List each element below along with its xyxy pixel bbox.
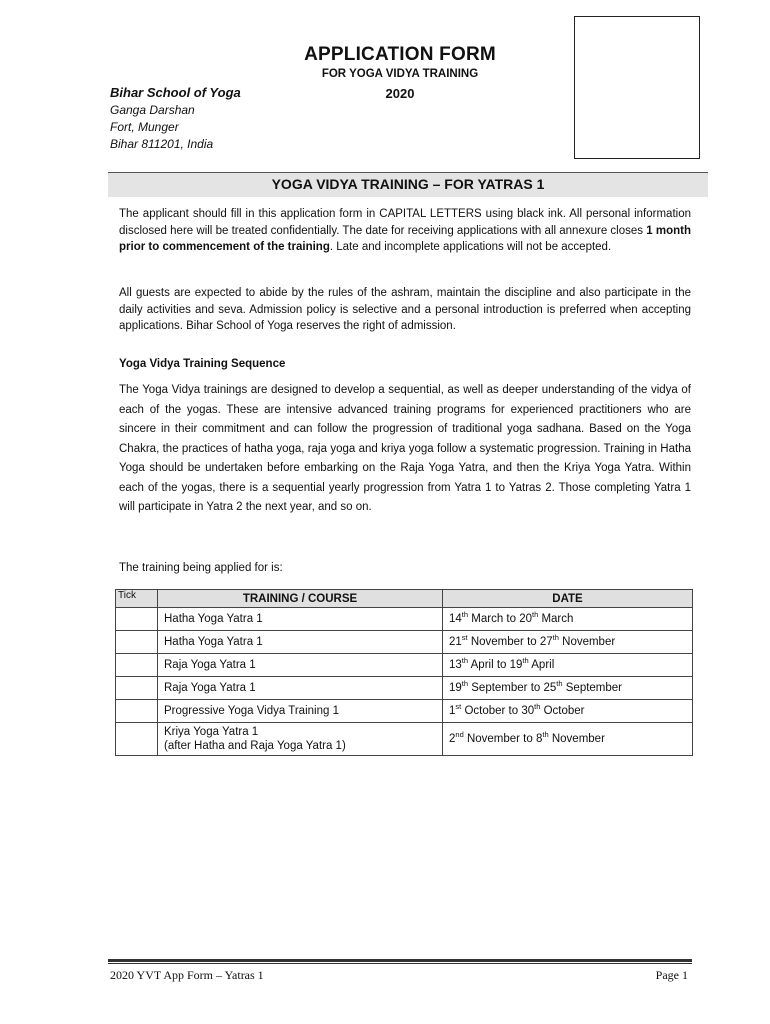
start-suffix: th bbox=[461, 656, 469, 666]
date-cell bbox=[443, 723, 693, 756]
tick-cell[interactable] bbox=[116, 700, 158, 723]
course-cell bbox=[158, 723, 443, 756]
end-month: September bbox=[562, 682, 623, 694]
date-cell bbox=[443, 677, 693, 700]
date-cell bbox=[443, 631, 693, 654]
start-day: 1 bbox=[449, 705, 456, 717]
intro-paragraph-2: All guests are expected to abide by the rules of the ashram, maintain the discipline and also participate in the daily activities and seva. Admission policy is selective and a personal introduction is preferred when accepting applications. Bihar School of Yoga reserves the right of admission. bbox=[119, 287, 691, 332]
photo-box bbox=[574, 16, 700, 159]
course-cell: Progressive Yoga Vidya Training 1 bbox=[158, 700, 443, 723]
start-day: 14 bbox=[449, 613, 462, 625]
end-suffix: th bbox=[532, 610, 539, 620]
date-middle: November to bbox=[463, 733, 536, 745]
start-suffix: th bbox=[461, 610, 469, 620]
end-day: 20 bbox=[519, 613, 532, 625]
end-month: November bbox=[558, 636, 616, 648]
end-day: 19 bbox=[509, 659, 523, 671]
start-day: 19 bbox=[449, 682, 462, 694]
end-month: October bbox=[540, 705, 585, 717]
applied-label: The training being applied for is: bbox=[119, 562, 283, 574]
address-line-2: Fort, Munger bbox=[110, 120, 179, 134]
form-title: APPLICATION FORM bbox=[304, 44, 496, 65]
training-table bbox=[115, 589, 693, 756]
sequence-heading: Yoga Vidya Training Sequence bbox=[119, 358, 286, 370]
footer-rule-thin bbox=[108, 963, 692, 964]
end-suffix: th bbox=[542, 730, 549, 740]
course-cell: Raja Yoga Yatra 1 bbox=[158, 677, 443, 700]
footer-rule-thick bbox=[108, 959, 692, 962]
start-day: 21 bbox=[449, 636, 462, 648]
org-name: Bihar School of Yoga bbox=[110, 85, 241, 100]
date-header: DATE bbox=[443, 590, 693, 608]
end-day: 25 bbox=[543, 682, 557, 694]
course-header: TRAINING / COURSE bbox=[158, 590, 443, 608]
start-suffix: st bbox=[461, 633, 468, 643]
start-suffix: th bbox=[461, 679, 469, 689]
end-suffix: th bbox=[534, 702, 541, 712]
table-row bbox=[116, 677, 693, 700]
tick-cell[interactable] bbox=[116, 608, 158, 631]
date-middle: March to bbox=[468, 613, 520, 625]
start-suffix: st bbox=[455, 702, 462, 712]
course-cell: Hatha Yoga Yatra 1 bbox=[158, 608, 443, 631]
form-subtitle: FOR YOGA VIDYA TRAINING bbox=[321, 68, 479, 80]
end-suffix: th bbox=[556, 679, 563, 689]
address-line-3: Bihar 811201, India bbox=[110, 137, 214, 151]
table-header-row bbox=[116, 590, 693, 608]
course-name: Kriya Yoga Yatra 1 bbox=[164, 726, 259, 738]
table-row bbox=[116, 631, 693, 654]
end-month: April bbox=[528, 659, 555, 671]
end-day: 30 bbox=[521, 705, 535, 717]
end-day: 8 bbox=[535, 733, 543, 745]
address-line-1: Ganga Darshan bbox=[110, 103, 195, 117]
tick-cell[interactable] bbox=[116, 631, 158, 654]
date-middle: November to bbox=[467, 636, 540, 648]
date-cell bbox=[443, 608, 693, 631]
date-middle: October to bbox=[461, 705, 522, 717]
start-day: 2 bbox=[449, 733, 456, 745]
course-cell: Hatha Yoga Yatra 1 bbox=[158, 631, 443, 654]
tick-cell[interactable] bbox=[116, 677, 158, 700]
start-day: 13 bbox=[449, 659, 462, 671]
intro-p1-end: . Late and incomplete applications will not be accepted. bbox=[329, 241, 612, 253]
tick-cell[interactable] bbox=[116, 723, 158, 756]
date-cell bbox=[443, 700, 693, 723]
intro-paragraph-1 bbox=[119, 206, 691, 256]
table-row bbox=[116, 723, 693, 756]
tick-header: Tick bbox=[116, 590, 158, 608]
end-day: 27 bbox=[539, 636, 553, 648]
intro-p1-text: The applicant should fill in this application form in CAPITAL LETTERS using black ink. All personal information disclosed here will be treated confidentially. The date for receiving applications with all annexure closes bbox=[119, 208, 691, 237]
end-month: November bbox=[548, 733, 605, 745]
date-cell bbox=[443, 654, 693, 677]
sequence-paragraph: The Yoga Vidya trainings are designed to develop a sequential, as well as deeper understanding of the vidya of each of the yogas. These are intensive advanced training programs for experienced practitioners who are sincere in their commitment and can follow the progression of traditional yoga sadhana. Based on the Yoga Chakra, the practices of hatha yoga, raja yoga and kriya yoga follow a systematic progression. Training in Hatha Yoga should be undertaken before embarking on the Raja Yoga Yatra, and then the Kriya Yoga Yatra. Within each of the yogas, there is a sequential yearly progression from Yatra 1 to Yatras 2. Those completing Yatra 1 will participate in Yatra 2 the next year, and so on. bbox=[119, 384, 691, 513]
table-row bbox=[116, 700, 693, 723]
end-suffix: th bbox=[522, 656, 529, 666]
table-row bbox=[116, 654, 693, 677]
intro-p1-bold: 1 month prior to commencement of the training bbox=[119, 224, 691, 253]
section-title: YOGA VIDYA TRAINING – FOR YATRAS 1 bbox=[271, 176, 545, 192]
table-row bbox=[116, 608, 693, 631]
page-number: Page 1 bbox=[655, 968, 688, 982]
date-middle: September to bbox=[468, 682, 544, 694]
date-middle: April to bbox=[468, 659, 510, 671]
end-suffix: th bbox=[552, 633, 559, 643]
start-suffix: nd bbox=[455, 730, 464, 740]
form-year: 2020 bbox=[385, 86, 415, 101]
course-cell: Raja Yoga Yatra 1 bbox=[158, 654, 443, 677]
footer-doc-name: 2020 YVT App Form – Yatras 1 bbox=[110, 968, 264, 982]
tick-cell[interactable] bbox=[116, 654, 158, 677]
end-month: March bbox=[538, 613, 574, 625]
course-note: (after Hatha and Raja Yoga Yatra 1) bbox=[164, 740, 346, 752]
